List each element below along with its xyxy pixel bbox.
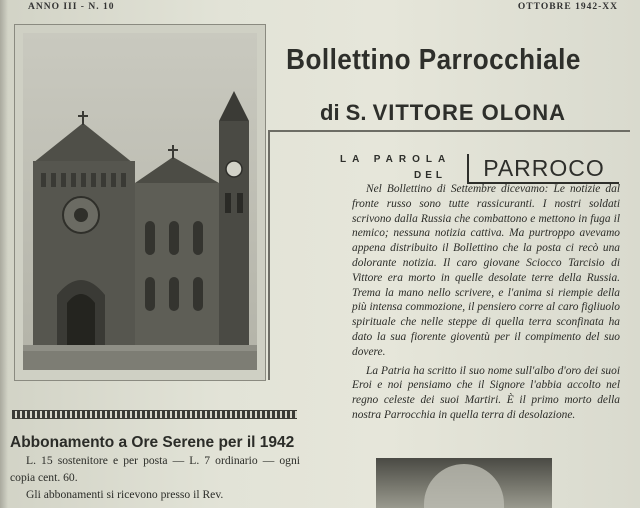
bottom-photo-figure — [424, 464, 504, 508]
newsletter-title: Bollettino Parrocchiale — [286, 44, 581, 76]
church-photo-frame — [14, 24, 266, 381]
newsletter-subtitle — [320, 100, 620, 126]
subtitle-place: VITTORE OLONA — [372, 100, 567, 125]
church-photo — [23, 33, 257, 370]
article-rule-left — [268, 130, 270, 380]
ornamental-divider — [12, 410, 297, 419]
binding-shadow — [0, 0, 8, 508]
article-paragraph: La Patria ha scritto il suo nome sull'albo d'oro dei suoi Eroi e noi pensiamo che il Signore l'abbia accolto nel regno celeste dei suoi Martiri. È il primo morto della nostra Parrocchia in quella terra di desolazione. — [352, 364, 620, 421]
column-kicker-del: DEL — [414, 170, 446, 181]
column-kicker: LA PAROLA — [340, 154, 452, 165]
article-paragraph: Nel Bollettino di Settembre dicevamo: Le notizie dal fronte russo sono tutte rassicuranti. I nostri soldati scrivono dalla Russia che combattono e mettono in fuga il nemico; nessuna notizia cattiva. Ma purtroppo avevamo appena distribuito il Bollettino che la posta ci recò una dolorante notizia. Il caro giovane Sciocco Tarcisio di Vittore era morto in quelle desolate terre della Russia. Trema la mano nello scrivere, e l'anima si riempie della più intensa commozione, il pensiero corre al caro figliuolo spirituale che nelle steppe di quella terra sconfinata ha dato la sua fiorente gioventù per il compimento del suo dovere. — [352, 183, 620, 358]
subscription-title: Abbonamento a Ore Serene per il 1942 — [10, 434, 295, 451]
article-rule-top — [268, 130, 630, 132]
subtitle-prefix: di S. — [320, 100, 367, 125]
issue-date: OTTOBRE 1942-XX — [517, 2, 618, 12]
column-heading: PARROCO — [467, 154, 619, 184]
subscription-contact: Gli abbonamenti si ricevono presso il Rev. — [26, 488, 224, 501]
subscription-prices: L. 15 sostenitore e per posta — L. 7 ordinario — ogni copia cent. 60. — [10, 454, 300, 484]
church-illustration — [23, 33, 257, 370]
bottom-photo — [376, 458, 552, 508]
article-body — [352, 182, 620, 423]
issue-number: ANNO III - N. 10 — [28, 2, 115, 12]
subscription-body — [10, 452, 300, 503]
